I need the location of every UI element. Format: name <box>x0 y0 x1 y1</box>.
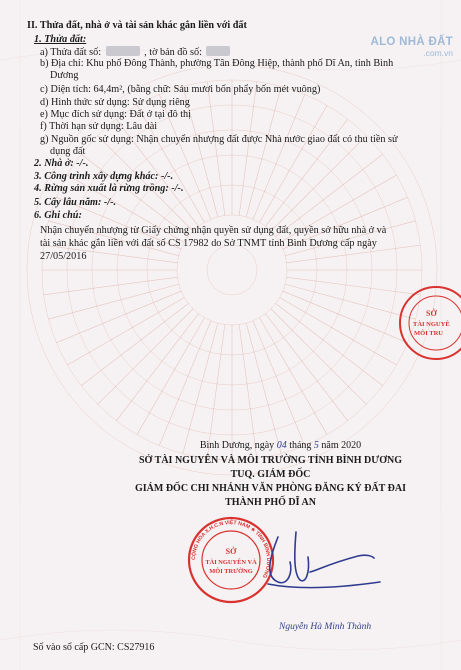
issue-date <box>50 440 461 451</box>
guilloche-spoke <box>207 82 225 216</box>
date-day: 04 <box>276 440 287 451</box>
notes-label: 6. Ghi chú: <box>34 210 82 221</box>
stamp-line3: MÔI TRƯỜNG <box>209 568 253 575</box>
redacted-map-sheet <box>206 46 230 56</box>
notes-line-2: tài sản khác gắn liền với đất số CS 17982 do Sở TNMT tỉnh Bình Dương cấp ngày <box>40 238 377 249</box>
authority-tuq: TUQ. GIÁM ĐỐC <box>230 469 311 480</box>
map-sheet-label: , tờ bản đồ số: <box>144 47 202 58</box>
guilloche-spoke <box>159 321 211 446</box>
date-month: 5 <box>313 440 319 451</box>
guilloche-spoke <box>283 291 408 343</box>
land-area: c) Diện tích: 64,4m², (bằng chữ: Sáu mươi bốn phẩy bốn mét vuông) <box>40 84 321 95</box>
authority-city: THÀNH PHỐ DĨ AN <box>225 497 316 508</box>
watermark-title: ALO NHÀ ĐẤT <box>370 36 453 48</box>
notes-line-3: 27/05/2016 <box>40 251 87 262</box>
usage-term: f) Thời hạn sử dụng: Lâu dài <box>40 121 158 132</box>
registry-number: Số vào sổ cấp GCN: CS27916 <box>33 642 155 653</box>
guilloche-spoke <box>239 82 257 216</box>
land-address-cont: Dương <box>50 70 79 81</box>
notes-line-1: Nhận chuyển nhượng từ Giấy chứng nhận quyền sử dụng đất, quyền sở hữu nhà ở và <box>40 225 387 236</box>
house-item: 2. Nhà ở: -/-. <box>34 158 89 169</box>
guilloche-spoke <box>253 94 305 219</box>
construction-item: 3. Công trình xây dựng khác: -/-. <box>34 171 174 182</box>
site-watermark <box>370 36 453 58</box>
guilloche-spoke <box>253 321 305 446</box>
trees-item: 5. Cây lâu năm: -/-. <box>34 197 117 208</box>
guilloche-spoke <box>44 277 178 295</box>
date-month-label: tháng <box>289 440 312 451</box>
date-place: Bình Dương, ngày <box>199 440 275 451</box>
stamp-line1: SỞ <box>225 547 237 556</box>
watermark-sub: .com.vn <box>423 48 453 58</box>
side-stamp-line3: MÔI TRU <box>414 330 443 337</box>
side-stamp-line2: TÀI NGUYÊ <box>413 321 450 328</box>
usage-purpose: e) Mục đích sử dụng: Đất ở tại đô thị <box>40 109 191 120</box>
side-stamp-line1: SỞ <box>426 309 437 318</box>
section-heading: II. Thửa đất, nhà ở và tài sản khác gắn liền với đất <box>27 20 247 31</box>
land-label: 1. Thửa đất: <box>34 34 87 45</box>
signer-name: Nguyễn Hà Minh Thành <box>279 622 372 632</box>
guilloche-spoke <box>56 291 181 343</box>
usage-origin-cont: dụng đất <box>50 146 86 157</box>
stamp-line2: TÀI NGUYÊN VÀ <box>205 559 257 566</box>
guilloche-spoke <box>271 309 366 404</box>
authority-dept: SỞ TÀI NGUYÊN VÀ MÔI TRƯỜNG TỈNH BÌNH DƯƠNG <box>139 455 402 466</box>
guilloche-spoke <box>239 325 257 459</box>
handwritten-signature <box>248 512 388 612</box>
usage-form: d) Hình thức sử dụng: Sử dụng riêng <box>40 97 190 108</box>
parcel-number-label: a) Thửa đất số: <box>40 47 102 58</box>
date-year: năm 2020 <box>321 440 362 451</box>
guilloche-spoke <box>98 309 193 404</box>
guilloche-spoke <box>207 325 225 459</box>
forest-item: 4. Rừng sản xuất là rừng trồng: -/-. <box>34 183 184 194</box>
land-address: b) Địa chỉ: Khu phố Đông Thành, phường Tân Đông Hiệp, thành phố Dĩ An, tỉnh Bình <box>40 58 394 69</box>
stamp-ring-text: CỘNG HÒA X.H.C.N VIỆT NAM ★ TỈNH BÌNH DƯƠNG <box>190 519 272 579</box>
usage-origin: g) Nguồn gốc sử dụng: Nhận chuyển nhượng đất được Nhà nước giao đất có thu tiền sử <box>40 134 398 145</box>
redacted-parcel-number <box>106 46 140 56</box>
authority-director: GIÁM ĐỐC CHI NHÁNH VĂN PHÒNG ĐĂNG KÝ ĐẤT ĐAI <box>134 483 407 494</box>
side-stamp <box>396 283 461 363</box>
guilloche-spoke <box>271 136 366 231</box>
